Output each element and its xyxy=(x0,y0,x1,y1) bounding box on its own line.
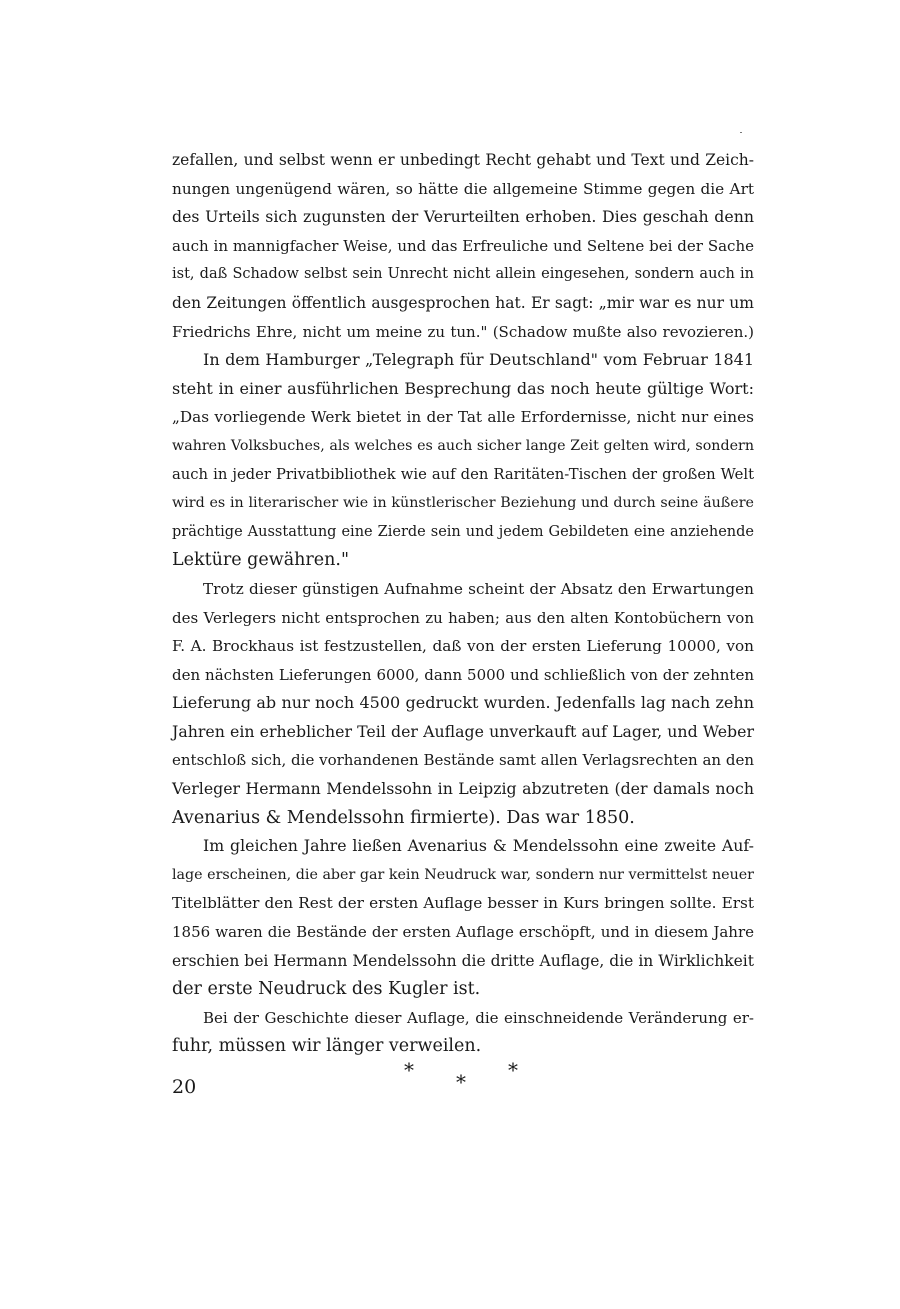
paragraph-first-line: In dem Hamburger „Telegraph für Deutschland" vom Februar 1841 xyxy=(203,350,754,370)
text-line: zefallen, und selbst wenn er unbedingt Recht gehabt und Text und Zeich- xyxy=(172,151,754,169)
body-text xyxy=(172,146,754,1061)
text-line: prächtige Ausstattung eine Zierde sein und jedem Gebildeten eine anziehende xyxy=(172,523,754,540)
text-line: Lieferung ab nur noch 4500 gedruckt wurden. Jedenfalls lag nach zehn xyxy=(172,693,754,713)
text-line: Jahren ein erheblicher Teil der Auflage unverkauft auf Lager, und Weber xyxy=(172,721,754,741)
text-line: den nächsten Lieferungen 6000, dann 5000 und schließlich von der zehnten xyxy=(172,665,754,684)
text-line: auch in jeder Privatbibliothek wie auf den Raritäten-Tischen der großen Welt xyxy=(172,465,754,483)
text-line: 1856 waren die Bestände der ersten Auflage erschöpft, und in diesem Jahre xyxy=(172,923,754,942)
text-line: wird es in literarischer wie in künstlerischer Beziehung und durch seine äußere xyxy=(172,495,754,512)
text-line: erschien bei Hermann Mendelssohn die dritte Auflage, die in Wirklichkeit xyxy=(172,951,754,970)
paragraph-last-line: der erste Neudruck des Kugler ist. xyxy=(172,979,481,1000)
text-line: „Das vorliegende Werk bietet in der Tat alle Erfordernisse, nicht nur eines xyxy=(172,408,754,427)
asterisk: * xyxy=(404,1058,414,1082)
text-line: ist, daß Schadow selbst sein Unrecht nicht allein eingesehen, sondern auch in xyxy=(172,266,754,283)
paragraph-first-line: Im gleichen Jahre ließen Avenarius & Mendelssohn eine zweite Auf- xyxy=(203,836,754,856)
text-line: den Zeitungen öffentlich ausgesprochen hat. Er sagt: „mir war es nur um xyxy=(172,293,754,312)
paragraph-last-line: fuhr, müssen wir länger verweilen. xyxy=(172,1036,482,1057)
text-line: nungen ungenügend wären, so hätte die allgemeine Stimme gegen die Art xyxy=(172,179,754,198)
text-line: lage erscheinen, die aber gar kein Neudruck war, sondern nur vermittelst neuer xyxy=(172,866,754,883)
text-line: des Urteils sich zugunsten der Verurteilten erhoben. Dies geschah denn xyxy=(172,207,754,227)
asterisk: * xyxy=(508,1058,518,1082)
text-line: Titelblätter den Rest der ersten Auflage besser in Kurs bringen sollte. Erst xyxy=(172,894,754,913)
text-line: wahren Volksbuches, als welches es auch sicher lange Zeit gelten wird, sondern xyxy=(172,437,754,454)
paper-speck xyxy=(740,132,742,133)
section-separator xyxy=(395,1058,525,1098)
paragraph-last-line: Lektüre gewähren." xyxy=(172,550,350,571)
paragraph-last-line: Avenarius & Mendelssohn firmierte). Das war 1850. xyxy=(172,807,635,828)
text-line: Verleger Hermann Mendelssohn in Leipzig abzutreten (der damals noch xyxy=(172,779,754,799)
text-line: steht in einer ausführlichen Besprechung das noch heute gültige Wort: xyxy=(172,378,754,398)
text-line: entschloß sich, die vorhandenen Bestände samt allen Verlagsrechten an den xyxy=(172,751,754,770)
paragraph-first-line: Bei der Geschichte dieser Auflage, die einschneidende Veränderung er- xyxy=(203,1008,754,1027)
text-line: des Verlegers nicht entsprochen zu haben; aus den alten Kontobüchern von xyxy=(172,608,754,627)
text-line: F. A. Brockhaus ist festzustellen, daß von der ersten Lieferung 10000, von xyxy=(172,637,754,656)
paragraph-first-line: Trotz dieser günstigen Aufnahme scheint der Absatz den Erwartungen xyxy=(203,579,754,598)
text-line: auch in mannigfacher Weise, und das Erfreuliche und Seltene bei der Sache xyxy=(172,236,754,255)
text-line: Friedrichs Ehre, nicht um meine zu tun." (Schadow mußte also revozieren.) xyxy=(172,322,754,341)
page-number: 20 xyxy=(172,1076,197,1098)
asterisk: * xyxy=(456,1070,466,1094)
